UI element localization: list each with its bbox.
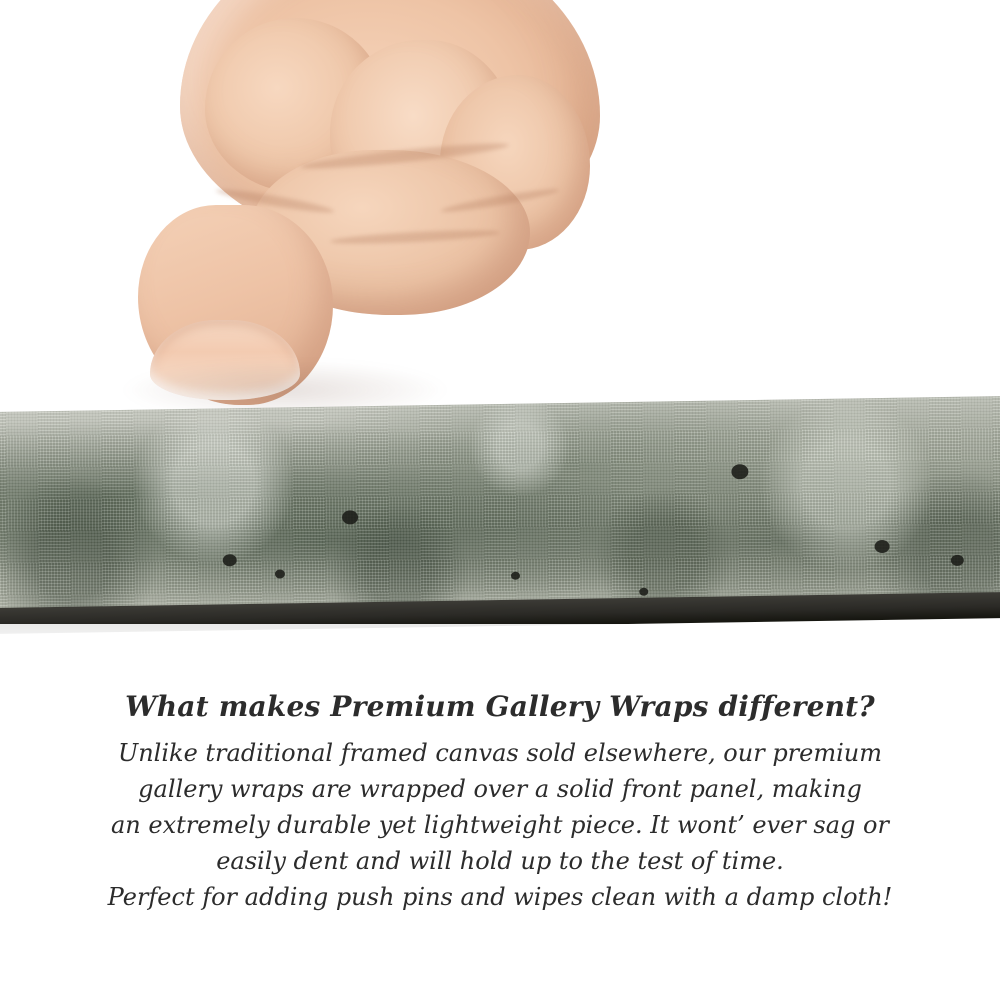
canvas-spot bbox=[275, 569, 285, 578]
caption-heading: What makes Premium Gallery Wraps different? bbox=[125, 690, 875, 723]
hand-illustration bbox=[0, 0, 1000, 420]
caption-block bbox=[0, 690, 1000, 915]
caption-line: Unlike traditional framed canvas sold elsewhere, our premium bbox=[117, 739, 882, 767]
canvas-weave-texture bbox=[0, 396, 1000, 627]
caption-line: gallery wraps are wrapped over a solid front panel, making bbox=[138, 775, 862, 803]
canvas-face-edge bbox=[0, 396, 1000, 627]
caption-line: an extremely durable yet lightweight piece. It wont’ ever sag or bbox=[111, 811, 889, 839]
caption-body bbox=[0, 735, 1000, 915]
caption-line: easily dent and will hold up to the test of time. bbox=[216, 847, 784, 875]
photo-bottom-fade bbox=[0, 624, 1000, 660]
caption-line: Perfect for adding push pins and wipes clean with a damp cloth! bbox=[107, 883, 893, 911]
